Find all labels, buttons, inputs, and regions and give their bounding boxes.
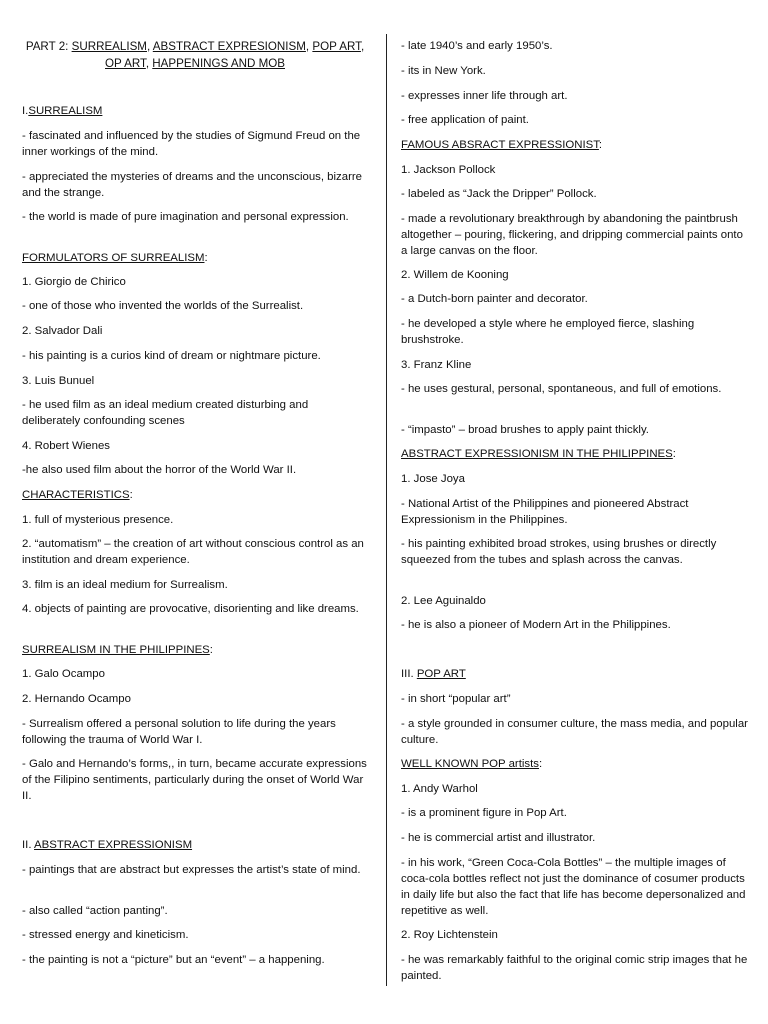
paragraph: - appreciated the mysteries of dreams and the unconscious, bizarre and the strange.: [22, 171, 362, 199]
subheading-colon: :: [538, 758, 543, 770]
artist-name: 3. Franz Kline: [401, 359, 472, 371]
paragraph: - he used film as an ideal medium created disturbing and deliberately confounding scenes: [22, 399, 309, 427]
subheading-text: SURREALISM IN THE PHILIPPINES: [22, 644, 210, 656]
subheading-colon: :: [209, 644, 213, 656]
title-pop-art: POP ART: [312, 40, 361, 53]
paragraph: - National Artist of the Philippines and pioneered Abstract Expressionism in the Philippines.: [401, 498, 689, 526]
subheading-colon: :: [204, 252, 208, 264]
section-number: I.: [22, 105, 29, 117]
subheading-text: FAMOUS ABSRACT EXPRESSIONIST: [401, 139, 599, 151]
artist-name: 1. Giorgio de Chirico: [22, 276, 126, 288]
artist-name: 2. Roy Lichtenstein: [401, 929, 498, 941]
subheading-text: CHARACTERISTICS: [22, 489, 130, 501]
artist-name: 1. Jose Joya: [401, 473, 465, 485]
list-item: 1. full of mysterious presence.: [22, 514, 174, 526]
subheading-colon: :: [672, 448, 676, 460]
paragraph: - stressed energy and kineticism.: [22, 929, 189, 941]
paragraph: - made a revolutionary breakthrough by abandoning the paintbrush altogether – pouring, flickering, and dripping commercial paints onto a large canvas on the floor.: [401, 213, 743, 257]
subheading-well-known-pop: [401, 756, 751, 772]
subheading-ae-philippines: [401, 446, 751, 462]
column-divider: [386, 34, 387, 986]
section-name: SURREALISM: [28, 105, 103, 117]
paragraph: - “impasto” – broad brushes to apply paint thickly.: [401, 424, 649, 436]
paragraph: - one of those who invented the worlds of the Surrealist.: [22, 300, 304, 312]
section-number: II.: [22, 839, 35, 851]
paragraph: - he is commercial artist and illustrator.: [401, 832, 596, 844]
subheading-colon: :: [129, 489, 133, 501]
artist-name: 2. Salvador Dali: [22, 325, 103, 337]
subheading-text: FORMULATORS OF SURREALISM: [22, 252, 205, 264]
paragraph: - late 1940’s and early 1950’s.: [401, 40, 553, 52]
paragraph: - paintings that are abstract but expresses the artist’s state of mind.: [22, 864, 361, 876]
subheading-formulators: [22, 250, 368, 266]
paragraph: - he was remarkably faithful to the original comic strip images that he painted.: [401, 954, 748, 982]
artist-name: 1. Jackson Pollock: [401, 164, 496, 176]
artist-name: 2. Hernando Ocampo: [22, 693, 131, 705]
paragraph: - labeled as “Jack the Dripper” Pollock.: [401, 188, 597, 200]
paragraph: - the painting is not a “picture” but an “event” – a happening.: [22, 954, 325, 966]
artist-name: 1. Andy Warhol: [401, 783, 478, 795]
paragraph: - a style grounded in consumer culture, the mass media, and popular culture.: [401, 718, 748, 746]
section-heading-pop-art: [401, 666, 751, 682]
paragraph: - fascinated and influenced by the studies of Sigmund Freud on the inner workings of the mind.: [22, 130, 361, 158]
paragraph: - Galo and Hernando’s forms,, in turn, became accurate expressions of the Filipino sentiments, particularly during the onset of World War II.: [22, 758, 367, 802]
list-item: 2. “automatism” – the creation of art without conscious control as an institution and dream experience.: [22, 538, 364, 566]
page-title: [22, 38, 368, 72]
title-happenings-and-mob: HAPPENINGS AND MOB: [152, 57, 285, 70]
paragraph: - the world is made of pure imagination and personal expression.: [22, 211, 349, 223]
section-number: III.: [401, 668, 417, 680]
subheading-colon: :: [598, 139, 603, 151]
subheading-text: WELL KNOWN POP artists: [401, 758, 539, 770]
list-item: 3. film is an ideal medium for Surrealism.: [22, 579, 228, 591]
paragraph: - he uses gestural, personal, spontaneous, and full of emotions.: [401, 383, 722, 395]
title-prefix: PART 2:: [25, 40, 72, 53]
paragraph: - also called “action panting”.: [22, 905, 168, 917]
title-op-art: OP ART: [105, 57, 146, 70]
artist-name: 1. Galo Ocampo: [22, 668, 105, 680]
title-comma: ,: [305, 40, 313, 53]
section-heading-surrealism: [22, 103, 368, 119]
paragraph: - his painting is a curios kind of dream or nightmare picture.: [22, 350, 321, 362]
paragraph: -he also used film about the horror of the World War II.: [22, 464, 297, 476]
title-comma: ,: [360, 40, 365, 53]
artist-name: 3. Luis Bunuel: [22, 375, 95, 387]
paragraph: - expresses inner life through art.: [401, 90, 568, 102]
section-name: ABSTRACT EXPRESSIONISM: [34, 839, 193, 851]
title-abstract-expresionism: ABSTRACT EXPRESIONISM: [152, 40, 306, 53]
title-surrealism: SURREALISM: [71, 40, 147, 53]
title-comma: ,: [145, 57, 153, 70]
artist-name: 2. Lee Aguinaldo: [401, 595, 486, 607]
subheading-text: ABSTRACT EXPRESSIONISM IN THE PHILIPPINES: [401, 448, 673, 460]
section-heading-abstract-expressionism: [22, 837, 368, 853]
title-comma: ,: [146, 40, 153, 53]
paragraph: - his painting exhibited broad strokes, using brushes or directly squeezed from the tubes and splash across the canvas.: [401, 538, 717, 566]
paragraph: - free application of paint.: [401, 114, 529, 126]
section-name: POP ART: [416, 668, 466, 680]
paragraph: - a Dutch-born painter and decorator.: [401, 293, 588, 305]
paragraph: - its in New York.: [401, 65, 486, 77]
list-item: 4. objects of painting are provocative, disorienting and like dreams.: [22, 603, 359, 615]
subheading-surrealism-philippines: [22, 642, 368, 658]
subheading-characteristics: [22, 487, 368, 503]
subheading-famous-expressionist: [401, 137, 751, 153]
paragraph: - in his work, “Green Coca-Cola Bottles” – the multiple images of coca-cola bottles reflect not just the dominance of cosumer products in daily life but also the fact that life has become depersonalized and repetitive as well.: [401, 857, 746, 917]
artist-name: 4. Robert Wienes: [22, 440, 110, 452]
paragraph: - he is also a pioneer of Modern Art in the Philippines.: [401, 619, 671, 631]
paragraph: - he developed a style where he employed fierce, slashing brushstroke.: [401, 318, 695, 346]
paragraph: - is a prominent figure in Pop Art.: [401, 807, 567, 819]
paragraph: - in short “popular art”: [401, 693, 511, 705]
artist-name: 2. Willem de Kooning: [401, 269, 509, 281]
paragraph: - Surrealism offered a personal solution to life during the years following the trauma of World War I.: [22, 718, 336, 746]
